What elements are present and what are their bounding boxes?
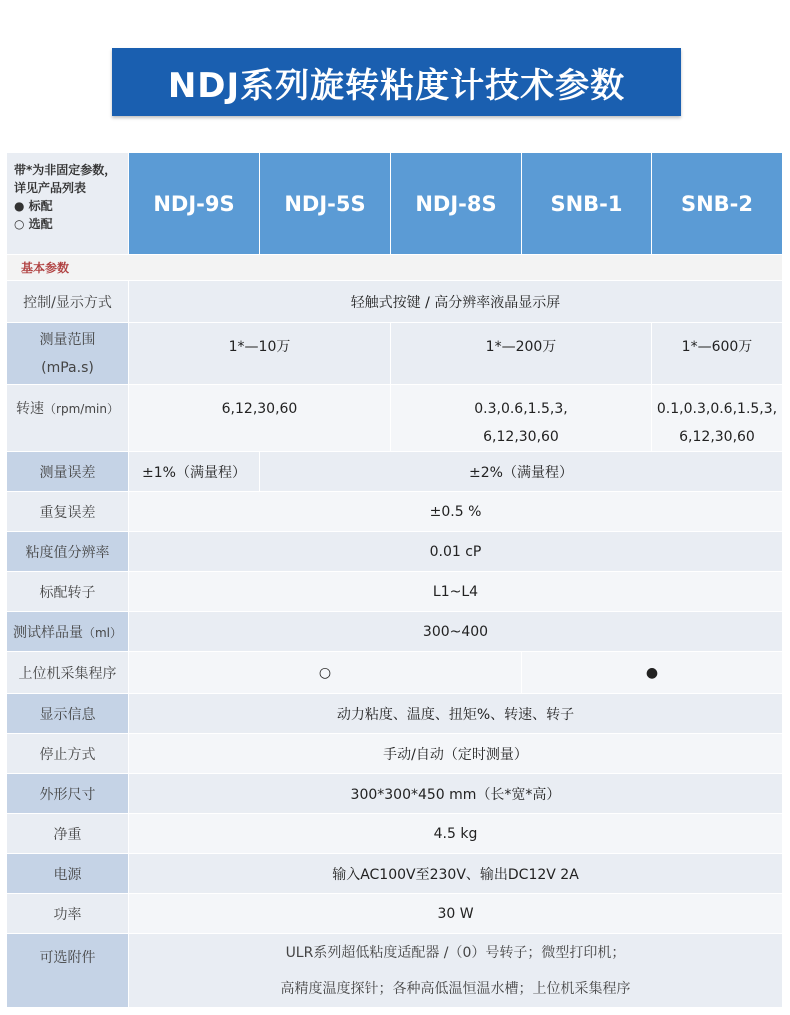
row-resolution — [7, 532, 783, 572]
spec-table — [6, 152, 783, 1008]
label-repeat: 重复误差 — [7, 492, 129, 532]
label-accessories: 可选附件 — [7, 934, 129, 1008]
value-range-3: 1*—600万 — [652, 323, 783, 385]
row-sample — [7, 612, 783, 652]
label-sample — [7, 612, 129, 652]
model-ndj-5s: NDJ-5S — [260, 153, 391, 255]
section-basic-params: 基本参数 — [7, 255, 783, 281]
value-speed-3-line2: 6,12,30,60 — [679, 429, 755, 445]
label-resolution: 粘度值分辨率 — [7, 532, 129, 572]
value-error-1: ±1%（满量程） — [129, 452, 260, 492]
value-speed-3 — [652, 385, 783, 452]
legend-note — [7, 153, 129, 255]
value-weight: 4.5 kg — [129, 814, 783, 854]
value-speed-2 — [391, 385, 652, 452]
row-pc — [7, 652, 783, 694]
page-title: NDJ系列旋转粘度计技术参数 — [112, 48, 681, 116]
row-wattage — [7, 894, 783, 934]
label-speed-unit: （rpm/min） — [44, 402, 119, 416]
label-range — [7, 323, 129, 385]
value-speed-3-line1: 0.1,0.3,0.6,1.5,3, — [656, 401, 778, 417]
model-ndj-9s: NDJ-9S — [129, 153, 260, 255]
label-error: 测量误差 — [7, 452, 129, 492]
row-weight — [7, 814, 783, 854]
value-power: 输入AC100V至230V、输出DC12V 2A — [129, 854, 783, 894]
row-range — [7, 323, 783, 385]
label-sample-unit: （ml） — [82, 625, 123, 640]
label-range-line1: 测量范围 — [39, 331, 96, 348]
row-speed — [7, 385, 783, 452]
model-snb-1: SNB-1 — [522, 153, 652, 255]
note-standard: ● 标配 — [14, 199, 53, 213]
label-power: 电源 — [7, 854, 129, 894]
value-accessories — [129, 934, 783, 1008]
value-pc-optional: ○ — [129, 652, 522, 694]
value-range-2: 1*—200万 — [391, 323, 652, 385]
value-pc-standard: ● — [522, 652, 783, 694]
section-row — [7, 255, 783, 281]
row-error — [7, 452, 783, 492]
value-control: 轻触式按键 / 高分辨率液晶显示屏 — [129, 281, 783, 323]
label-wattage: 功率 — [7, 894, 129, 934]
label-speed-main: 转速 — [16, 401, 45, 417]
model-snb-2: SNB-2 — [652, 153, 783, 255]
note-line: 详见产品列表 — [14, 181, 87, 195]
label-size: 外形尺寸 — [7, 774, 129, 814]
label-rotor: 标配转子 — [7, 572, 129, 612]
value-repeat: ±0.5 % — [129, 492, 783, 532]
value-speed-1: 6,12,30,60 — [129, 385, 391, 452]
note-optional: ○ 选配 — [14, 217, 53, 231]
label-stop: 停止方式 — [7, 734, 129, 774]
value-resolution: 0.01 cP — [129, 532, 783, 572]
value-speed-2-line1: 0.3,0.6,1.5,3, — [474, 401, 568, 417]
row-size — [7, 774, 783, 814]
value-accessories-line2: 高精度温度探针；各种高低温恒温水槽；上位机采集程序 — [280, 980, 631, 997]
value-sample: 300~400 — [129, 612, 783, 652]
row-repeat — [7, 492, 783, 532]
label-weight: 净重 — [7, 814, 129, 854]
value-wattage: 30 W — [129, 894, 783, 934]
value-display: 动力粘度、温度、扭矩%、转速、转子 — [129, 694, 783, 734]
value-accessories-line1: ULR系列超低粘度适配器 /（0）号转子；微型打印机； — [285, 944, 626, 961]
value-speed-2-line2: 6,12,30,60 — [483, 429, 559, 445]
value-error-2: ±2%（满量程） — [260, 452, 783, 492]
row-rotor — [7, 572, 783, 612]
row-stop — [7, 734, 783, 774]
value-rotor: L1~L4 — [129, 572, 783, 612]
value-range-1: 1*—10万 — [129, 323, 391, 385]
label-pc: 上位机采集程序 — [7, 652, 129, 694]
value-stop: 手动/自动（定时测量） — [129, 734, 783, 774]
label-display: 显示信息 — [7, 694, 129, 734]
row-control — [7, 281, 783, 323]
label-speed — [7, 385, 129, 452]
label-control: 控制/显示方式 — [7, 281, 129, 323]
row-display — [7, 694, 783, 734]
header-row — [7, 153, 783, 255]
label-sample-main: 测试样品量 — [12, 624, 83, 641]
row-power — [7, 854, 783, 894]
note-line: 带*为非固定参数， — [14, 163, 117, 177]
model-ndj-8s: NDJ-8S — [391, 153, 522, 255]
value-size: 300*300*450 mm（长*宽*高） — [129, 774, 783, 814]
label-range-line2: (mPa.s) — [41, 359, 94, 376]
row-accessories — [7, 934, 783, 1008]
